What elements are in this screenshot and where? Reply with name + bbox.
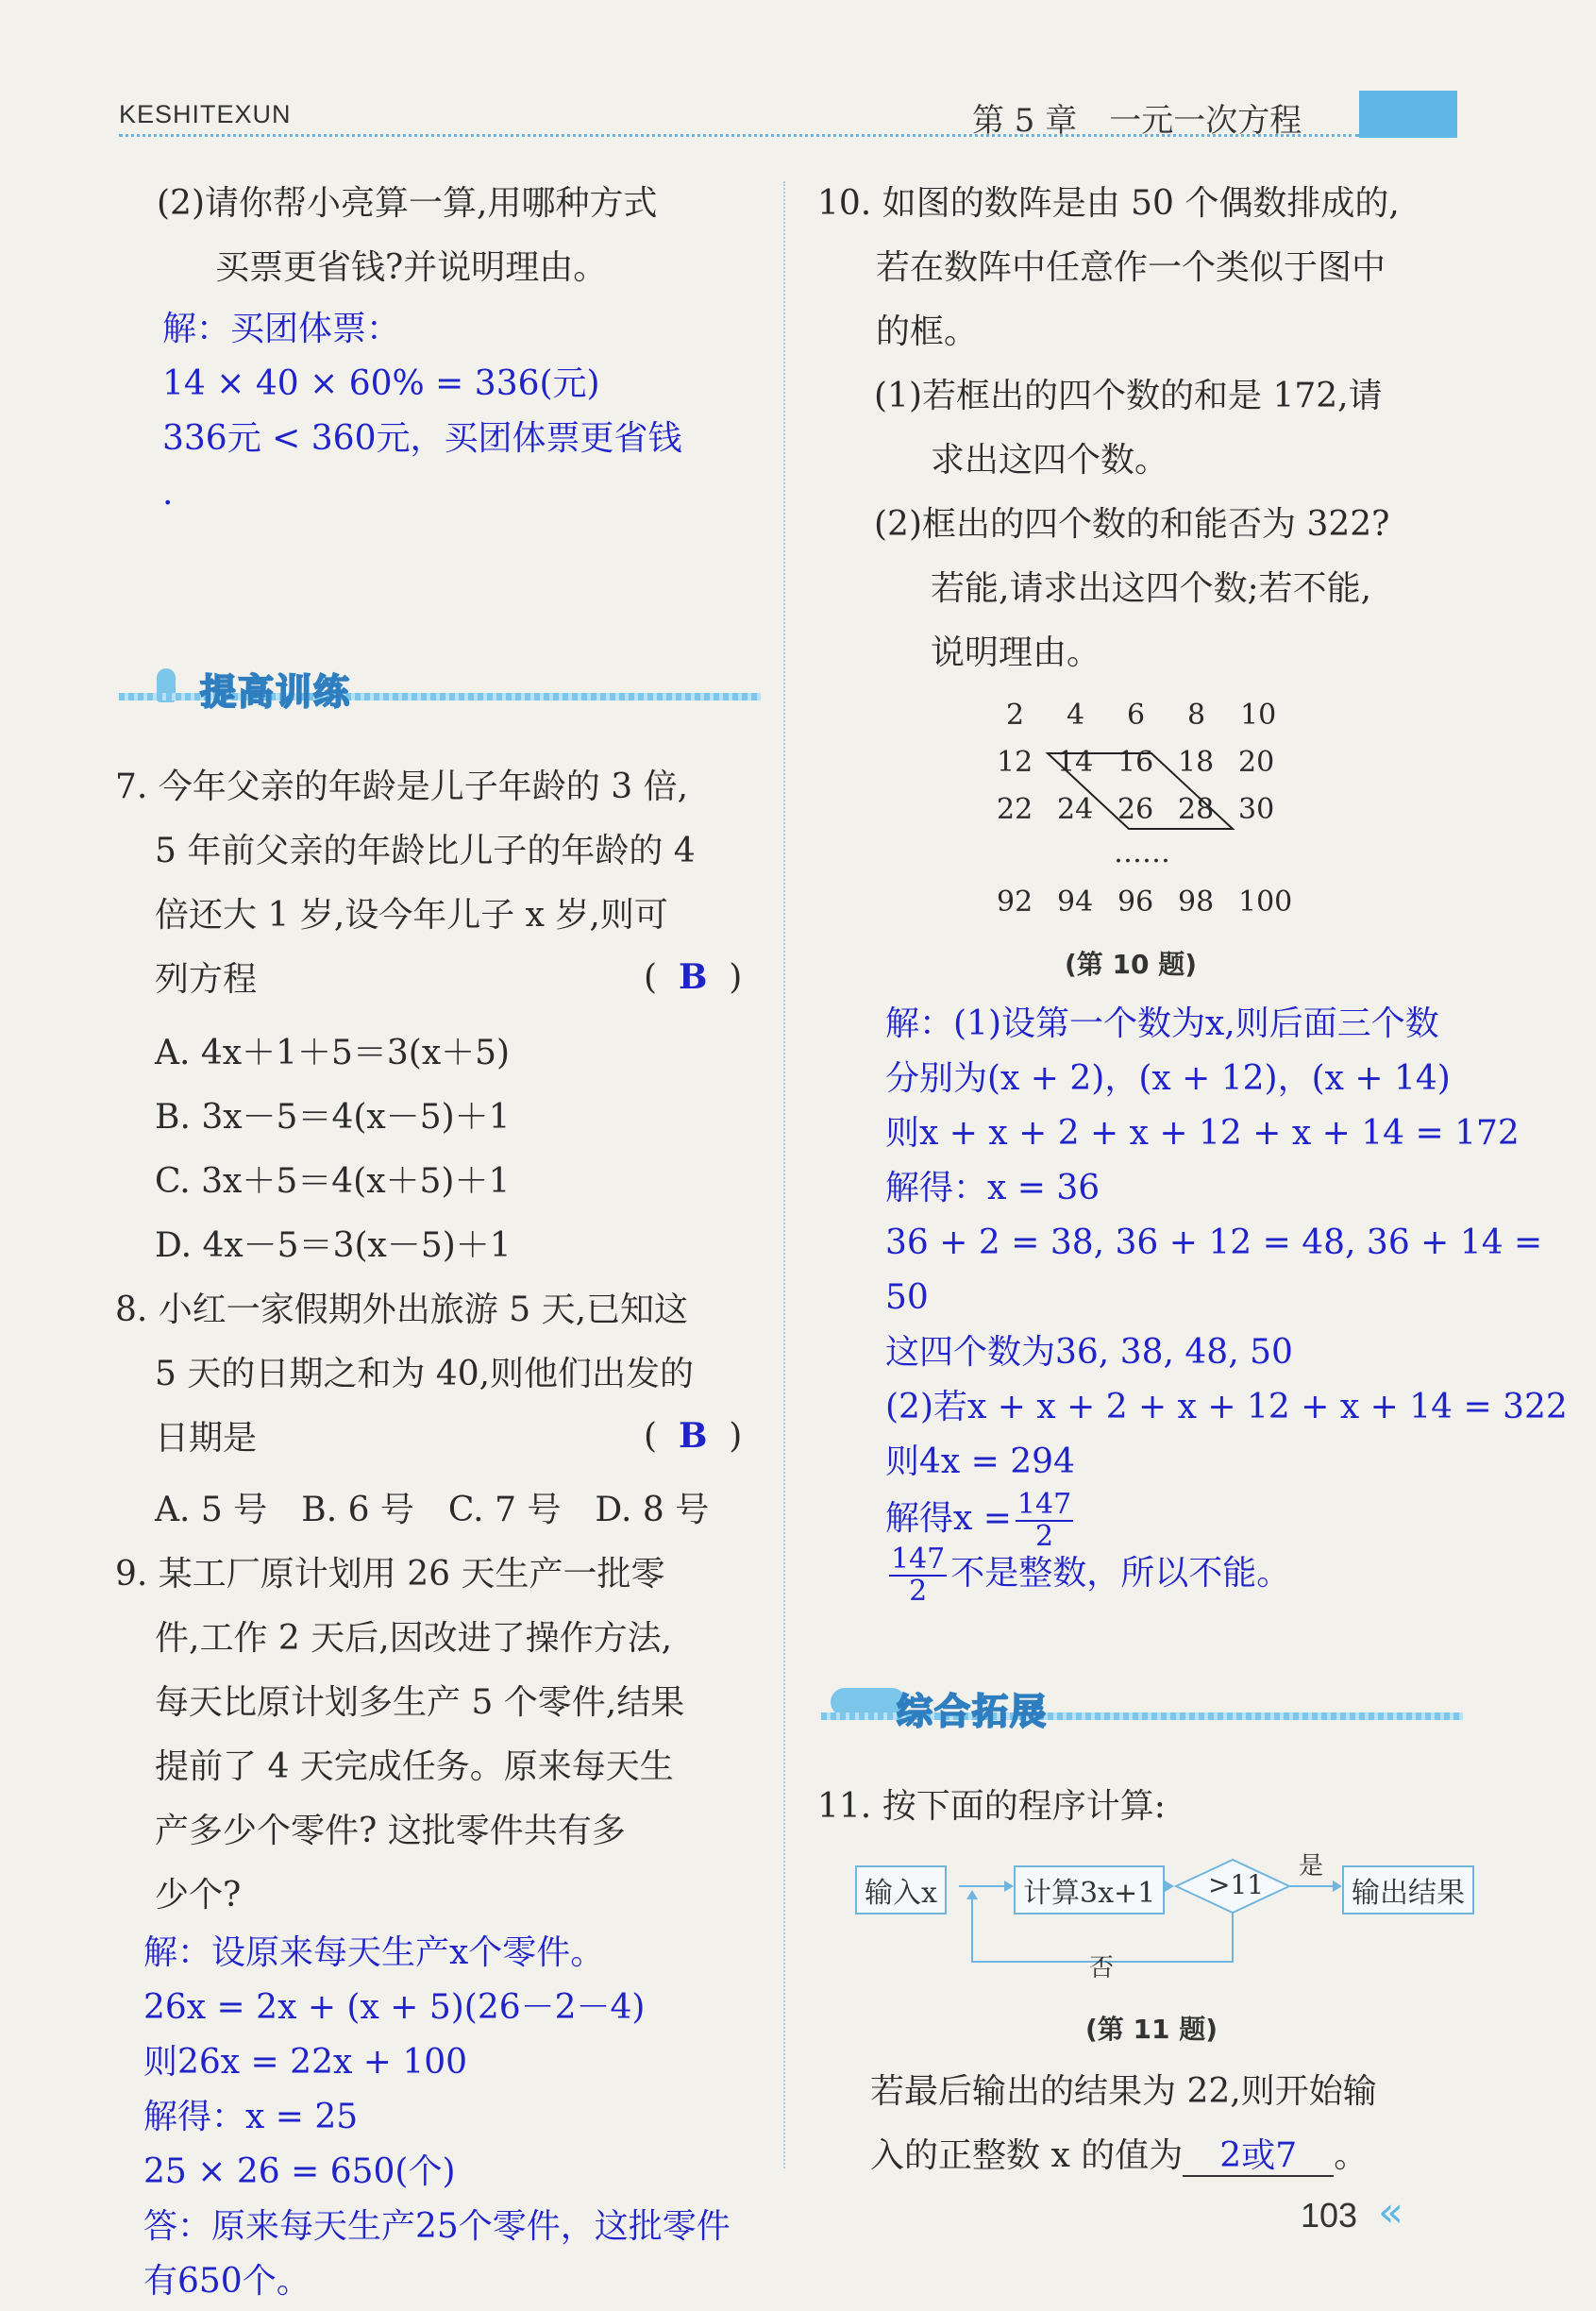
grid-cell: 18 [1178, 746, 1215, 779]
header-tab [1359, 91, 1457, 138]
q11-figure-caption: (第 11 题) [1085, 2014, 1218, 2045]
flow-compute-box: 计算3x+1 [1014, 1865, 1165, 1915]
double-chevron-left-icon: « [1378, 2188, 1403, 2236]
q11-text-line1: 若最后输出的结果为 22,则开始输 [870, 2072, 1377, 2111]
q9-stem: 9. 某工厂原计划用 26 天生产一批零 件,工作 2 天后,因改进了操作方法, 每天比原计划多生产 5 个零件,结果 提前了 4 天完成任务。原来每天生 产多少个零件? 这批零件共有多 少个? [115, 1555, 685, 1915]
section-title: 提高训练 [200, 671, 352, 713]
q6-answer: 解：买团体票： 14 × 40 × 60% = 336(元) 336元 < 360元，买团体票更省钱 . [162, 310, 682, 513]
grid-cell: 26 [1117, 793, 1154, 826]
q7-answer: B [678, 957, 708, 997]
flow-no-label: 否 [1089, 1954, 1115, 1982]
q8-options: A. 5 号 B. 6 号 C. 7 号 D. 8 号 [155, 1491, 710, 1529]
q8-answer: B [678, 1416, 708, 1456]
q11-flowchart [855, 1850, 1478, 1982]
grid-cell: 30 [1238, 793, 1275, 826]
q7-options: A. 4x＋1＋5＝3(x＋5) B. 3x－5＝4(x－5)＋1 C. 3x＋5＝4(x＋5)＋1 D. 4x－5＝3(x－5)＋1 [155, 1034, 512, 1265]
fraction-147-2: $\frac{147}{2}$ [891, 1543, 946, 1608]
q6-part2-line1: (2)请你帮小亮算一算,用哪种方式 [157, 184, 658, 223]
grid-cell: 100 [1238, 886, 1293, 919]
grid-cell: 92 [997, 886, 1033, 919]
chapter-title: 第 5 章 一元一次方程 [972, 102, 1302, 140]
grid-cell: 28 [1178, 793, 1215, 826]
grid-cell: 96 [1117, 886, 1154, 919]
section-heading-improve [119, 659, 761, 716]
q11-answer-blank: 2或7 [1183, 2137, 1334, 2177]
flow-yes-label: 是 [1299, 1852, 1324, 1881]
grid-cell: 22 [997, 793, 1033, 826]
number-grid-figure [982, 699, 1302, 925]
grid-cell: 98 [1178, 886, 1215, 919]
grid-cell: 94 [1057, 886, 1094, 919]
flow-output-box: 输出结果 [1342, 1865, 1474, 1915]
flow-input-box: 输入x [855, 1865, 947, 1915]
q7-answer-paren: ( B ) [644, 957, 743, 997]
q11-stem: 11. 按下面的程序计算: [817, 1787, 1166, 1826]
grid-cell: 16 [1117, 746, 1154, 779]
grid-cell: 10 [1240, 699, 1277, 732]
q10-answer: 解：(1)设第一个数为x,则后面三个数 分别为(x + 2)，(x + 12)，(x + 14) 则x + x + 2 + x + 12 + x + 14 = 172 解得：x = 36 36 + 2 = 38, 36 + 12 = 48, 36 + 14 = 50 这四个数为36, 38, 48, 50 (2)若x + x + 2 + x + 12 + x + 14 = 322 则4x = 294 解得x = $\frac{147}{2}$ $\frac{147}{2}$ 不是整数，所以不能。 [885, 1004, 1568, 1608]
column-divider [783, 181, 785, 2168]
grid-ellipsis: …… [1114, 836, 1170, 869]
header-brand: KESHITEXUN [119, 100, 292, 128]
grid-cell: 20 [1238, 746, 1275, 779]
section-heading-extend [821, 1675, 1463, 1731]
page-number: 103 [1301, 2196, 1358, 2235]
q9-answer: 解：设原来每天生产x个零件。 26x = 2x + (x + 5)(26－2－4) 则26x = 22x + 100 解得：x = 25 25 × 26 = 650(个) 答：原来每天生产25个零件，这批零件 有650个。 [143, 1933, 731, 2301]
q8-answer-paren: ( B ) [644, 1416, 743, 1456]
grid-cell: 14 [1057, 746, 1094, 779]
q10-stem: 10. 如图的数阵是由 50 个偶数排成的, 若在数阵中任意作一个类似于图中 的框。 (1)若框出的四个数的和是 172,请 求出这四个数。 (2)框出的四个数的和能否为 322? 若能,请求出这四个数;若不能, 说明理由。 [817, 184, 1400, 672]
q8-stem: 8. 小红一家假期外出旅游 5 天,已知这 5 天的日期之和为 40,则他们出发的 日期是 [115, 1290, 695, 1458]
fraction-147-2: $\frac{147}{2}$ [1016, 1488, 1072, 1553]
q10-figure-caption: (第 10 题) [1065, 949, 1198, 980]
grid-cell: 4 [1067, 699, 1085, 732]
header-rule [119, 134, 1359, 137]
grid-cell: 8 [1187, 699, 1206, 732]
section-title: 综合拓展 [897, 1691, 1049, 1732]
q11-text-line2: 入的正整数 x 的值为 2或7 。 [870, 2136, 1369, 2175]
q6-part2-line2: 买票更省钱?并说明理由。 [215, 248, 608, 287]
flow-condition: >11 [1208, 1869, 1265, 1900]
grid-cell: 2 [1006, 699, 1025, 732]
grid-cell: 24 [1057, 793, 1094, 826]
grid-cell: 6 [1127, 699, 1146, 732]
q7-stem: 7. 今年父亲的年龄是儿子年龄的 3 倍, 5 年前父亲的年龄比儿子的年龄的 4 倍还大 1 岁,设今年儿子 x 岁,则可 列方程 [115, 768, 696, 999]
grid-cell: 12 [997, 746, 1033, 779]
